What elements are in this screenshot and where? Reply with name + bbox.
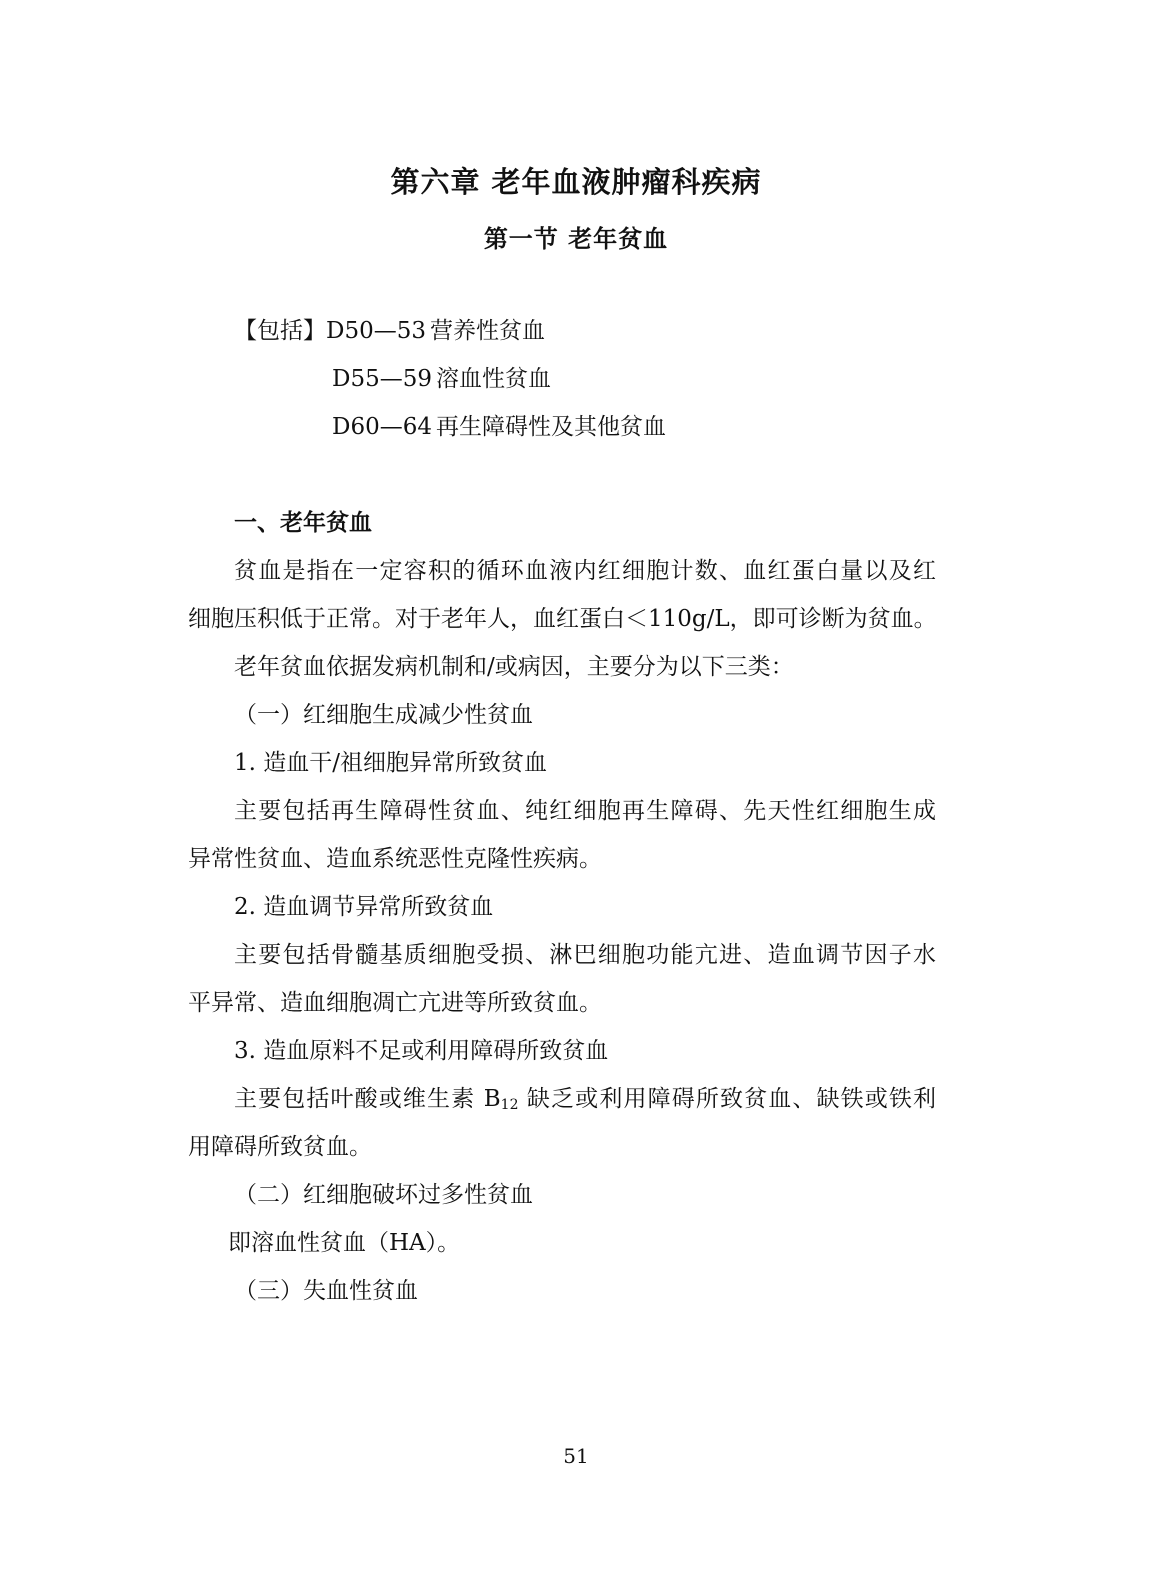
paragraph-line <box>234 1084 936 1120</box>
paragraph-line: 贫血是指在一定容积的循环血液内红细胞计数、血红蛋白量以及红 <box>234 558 936 584</box>
subheading-3: （三）失血性贫血 <box>234 1278 418 1304</box>
includes-code: D60—64 <box>332 414 432 440</box>
includes-label: 【包括】 <box>234 318 326 344</box>
text-segment: 缺乏或利用障碍所致贫血、缺铁或铁利 <box>518 1086 937 1112</box>
paragraph-line: 即溶血性贫血（HA）。 <box>228 1230 461 1256</box>
paragraph-line: 主要包括骨髓基质细胞受损、淋巴细胞功能亢进、造血调节因子水 <box>234 942 936 968</box>
paragraph-line: 老年贫血依据发病机制和/或病因，主要分为以下三类： <box>234 654 794 680</box>
section-title: 第一节 老年贫血 <box>483 225 669 253</box>
includes-line-3 <box>332 412 666 442</box>
paragraph-line: 平异常、造血细胞凋亡亢进等所致贫血。 <box>188 990 602 1016</box>
includes-code: D50—53 <box>326 318 426 344</box>
subscript: 12 <box>500 1097 519 1113</box>
chapter-title: 第六章 老年血液肿瘤科疾病 <box>390 165 762 199</box>
includes-name: 再生障碍性及其他贫血 <box>436 414 666 440</box>
paragraph-line: 用障碍所致贫血。 <box>188 1134 372 1160</box>
subheading-1: （一）红细胞生成减少性贫血 <box>234 702 533 728</box>
includes-line-1 <box>234 316 545 346</box>
text-segment: 主要包括叶酸或维生素 B <box>234 1086 501 1112</box>
list-item-heading: 1. 造血干/祖细胞异常所致贫血 <box>234 750 548 776</box>
paragraph-line: 异常性贫血、造血系统恶性克隆性疾病。 <box>188 846 602 872</box>
heading-senile-anemia: 一、老年贫血 <box>234 510 372 536</box>
includes-name: 溶血性贫血 <box>436 366 551 392</box>
paragraph-line: 细胞压积低于正常。对于老年人，血红蛋白＜110g/L，即可诊断为贫血。 <box>188 606 937 632</box>
includes-code: D55—59 <box>332 366 432 392</box>
page-number: 51 <box>563 1444 589 1468</box>
includes-line-2 <box>332 364 551 394</box>
includes-name: 营养性贫血 <box>430 318 545 344</box>
list-item-heading: 2. 造血调节异常所致贫血 <box>234 894 494 920</box>
list-item-heading: 3. 造血原料不足或利用障碍所致贫血 <box>234 1038 609 1064</box>
paragraph-line: 主要包括再生障碍性贫血、纯红细胞再生障碍、先天性红细胞生成 <box>234 798 936 824</box>
subheading-2: （二）红细胞破坏过多性贫血 <box>234 1182 533 1208</box>
